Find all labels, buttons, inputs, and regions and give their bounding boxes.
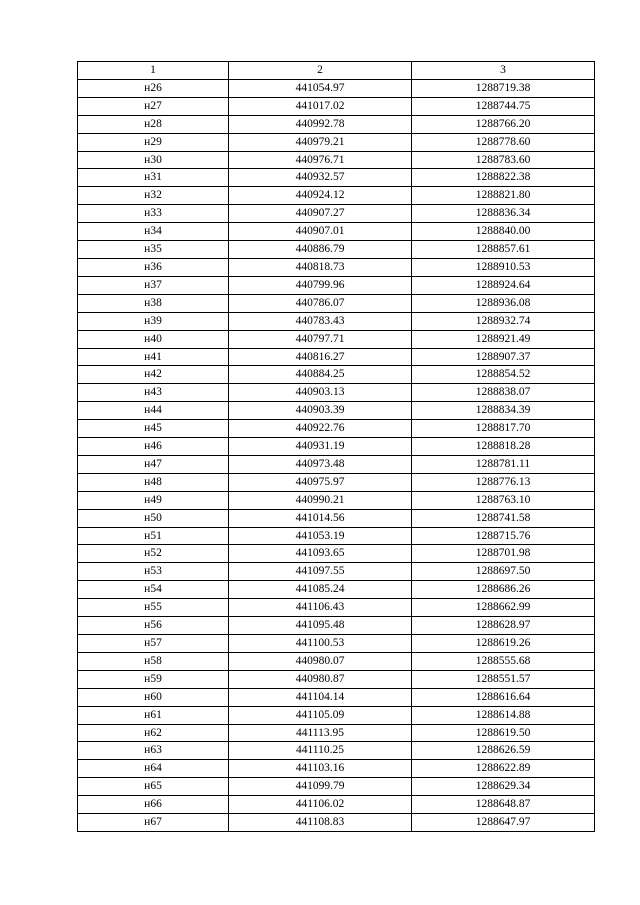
y-coordinate-cell: 1288555.68 (412, 652, 595, 670)
table-row (78, 294, 595, 312)
point-label-cell: н62 (78, 724, 229, 742)
point-label-cell: н41 (78, 348, 229, 366)
y-coordinate-cell: 1288616.64 (412, 688, 595, 706)
x-coordinate-cell: 440799.96 (229, 276, 412, 294)
y-coordinate-cell: 1288781.11 (412, 455, 595, 473)
y-coordinate-cell: 1288766.20 (412, 115, 595, 133)
y-coordinate-cell: 1288629.34 (412, 778, 595, 796)
table-row (78, 241, 595, 259)
point-label-cell: н32 (78, 187, 229, 205)
point-label-cell: н59 (78, 670, 229, 688)
y-coordinate-cell: 1288822.38 (412, 169, 595, 187)
x-coordinate-cell: 441085.24 (229, 581, 412, 599)
point-label-cell: н57 (78, 635, 229, 653)
table-row (78, 581, 595, 599)
point-label-cell: н49 (78, 491, 229, 509)
x-coordinate-cell: 440979.21 (229, 133, 412, 151)
point-label-cell: н66 (78, 796, 229, 814)
x-coordinate-cell: 441053.19 (229, 527, 412, 545)
table-row (78, 384, 595, 402)
point-label-cell: н51 (78, 527, 229, 545)
y-coordinate-cell: 1288741.58 (412, 509, 595, 527)
x-coordinate-cell: 440907.27 (229, 205, 412, 223)
y-coordinate-cell: 1288924.64 (412, 276, 595, 294)
y-coordinate-cell: 1288648.87 (412, 796, 595, 814)
y-coordinate-cell: 1288622.89 (412, 760, 595, 778)
point-label-cell: н27 (78, 97, 229, 115)
x-coordinate-cell: 440783.43 (229, 312, 412, 330)
y-coordinate-cell: 1288626.59 (412, 742, 595, 760)
y-coordinate-cell: 1288697.50 (412, 563, 595, 581)
point-label-cell: н61 (78, 706, 229, 724)
x-coordinate-cell: 440924.12 (229, 187, 412, 205)
table-row (78, 455, 595, 473)
table-row (78, 706, 595, 724)
x-coordinate-cell: 440973.48 (229, 455, 412, 473)
point-label-cell: н44 (78, 402, 229, 420)
table-row (78, 814, 595, 832)
y-coordinate-cell: 1288744.75 (412, 97, 595, 115)
x-coordinate-cell: 440975.97 (229, 473, 412, 491)
x-coordinate-cell: 441093.65 (229, 545, 412, 563)
y-coordinate-cell: 1288936.08 (412, 294, 595, 312)
x-coordinate-cell: 440786.07 (229, 294, 412, 312)
table-row (78, 599, 595, 617)
y-coordinate-cell: 1288647.97 (412, 814, 595, 832)
x-coordinate-cell: 441113.95 (229, 724, 412, 742)
y-coordinate-cell: 1288838.07 (412, 384, 595, 402)
y-coordinate-cell: 1288551.57 (412, 670, 595, 688)
point-label-cell: н64 (78, 760, 229, 778)
table-row (78, 276, 595, 294)
point-label-cell: н67 (78, 814, 229, 832)
x-coordinate-cell: 440816.27 (229, 348, 412, 366)
point-label-cell: н55 (78, 599, 229, 617)
point-label-cell: н34 (78, 223, 229, 241)
table-row (78, 97, 595, 115)
y-coordinate-cell: 1288910.53 (412, 258, 595, 276)
x-coordinate-cell: 440980.87 (229, 670, 412, 688)
y-coordinate-cell: 1288921.49 (412, 330, 595, 348)
x-coordinate-cell: 440886.79 (229, 241, 412, 259)
x-coordinate-cell: 440980.07 (229, 652, 412, 670)
table-row (78, 169, 595, 187)
table-row (78, 688, 595, 706)
y-coordinate-cell: 1288821.80 (412, 187, 595, 205)
x-coordinate-cell: 440992.78 (229, 115, 412, 133)
table-row (78, 133, 595, 151)
table-row (78, 527, 595, 545)
point-label-cell: н50 (78, 509, 229, 527)
table-row (78, 473, 595, 491)
y-coordinate-cell: 1288686.26 (412, 581, 595, 599)
table-row (78, 420, 595, 438)
table-row (78, 330, 595, 348)
table-row (78, 402, 595, 420)
x-coordinate-cell: 441095.48 (229, 617, 412, 635)
table-row (78, 438, 595, 456)
table-row (78, 509, 595, 527)
y-coordinate-cell: 1288857.61 (412, 241, 595, 259)
point-label-cell: н28 (78, 115, 229, 133)
y-coordinate-cell: 1288854.52 (412, 366, 595, 384)
point-label-cell: н26 (78, 79, 229, 97)
y-coordinate-cell: 1288628.97 (412, 617, 595, 635)
point-label-cell: н31 (78, 169, 229, 187)
x-coordinate-cell: 441017.02 (229, 97, 412, 115)
x-coordinate-cell: 440903.39 (229, 402, 412, 420)
table-row (78, 563, 595, 581)
x-coordinate-cell: 441108.83 (229, 814, 412, 832)
table-row (78, 115, 595, 133)
x-coordinate-cell: 440932.57 (229, 169, 412, 187)
point-label-cell: н33 (78, 205, 229, 223)
x-coordinate-cell: 440976.71 (229, 151, 412, 169)
x-coordinate-cell: 440903.13 (229, 384, 412, 402)
y-coordinate-cell: 1288932.74 (412, 312, 595, 330)
point-label-cell: н46 (78, 438, 229, 456)
x-coordinate-cell: 441110.25 (229, 742, 412, 760)
point-label-cell: н35 (78, 241, 229, 259)
y-coordinate-cell: 1288840.00 (412, 223, 595, 241)
table-row (78, 491, 595, 509)
x-coordinate-cell: 440884.25 (229, 366, 412, 384)
point-label-cell: н60 (78, 688, 229, 706)
header-cell-point: 1 (78, 62, 229, 80)
header-row (78, 62, 595, 80)
y-coordinate-cell: 1288818.28 (412, 438, 595, 456)
table-row (78, 79, 595, 97)
point-label-cell: н54 (78, 581, 229, 599)
point-label-cell: н29 (78, 133, 229, 151)
x-coordinate-cell: 441099.79 (229, 778, 412, 796)
header-cell-y: 3 (412, 62, 595, 80)
point-label-cell: н48 (78, 473, 229, 491)
point-label-cell: н40 (78, 330, 229, 348)
y-coordinate-cell: 1288817.70 (412, 420, 595, 438)
y-coordinate-cell: 1288662.99 (412, 599, 595, 617)
y-coordinate-cell: 1288619.26 (412, 635, 595, 653)
table-row (78, 545, 595, 563)
y-coordinate-cell: 1288614.88 (412, 706, 595, 724)
y-coordinate-cell: 1288719.38 (412, 79, 595, 97)
table-body (78, 79, 595, 831)
table-row (78, 670, 595, 688)
x-coordinate-cell: 441103.16 (229, 760, 412, 778)
table-row (78, 258, 595, 276)
x-coordinate-cell: 441097.55 (229, 563, 412, 581)
table-row (78, 652, 595, 670)
table-row (78, 742, 595, 760)
point-label-cell: н36 (78, 258, 229, 276)
point-label-cell: н30 (78, 151, 229, 169)
coordinates-table (77, 61, 595, 832)
x-coordinate-cell: 441100.53 (229, 635, 412, 653)
y-coordinate-cell: 1288763.10 (412, 491, 595, 509)
point-label-cell: н63 (78, 742, 229, 760)
x-coordinate-cell: 441106.43 (229, 599, 412, 617)
point-label-cell: н53 (78, 563, 229, 581)
y-coordinate-cell: 1288783.60 (412, 151, 595, 169)
x-coordinate-cell: 441105.09 (229, 706, 412, 724)
x-coordinate-cell: 441054.97 (229, 79, 412, 97)
y-coordinate-cell: 1288701.98 (412, 545, 595, 563)
y-coordinate-cell: 1288834.39 (412, 402, 595, 420)
point-label-cell: н39 (78, 312, 229, 330)
x-coordinate-cell: 440990.21 (229, 491, 412, 509)
point-label-cell: н37 (78, 276, 229, 294)
y-coordinate-cell: 1288907.37 (412, 348, 595, 366)
point-label-cell: н38 (78, 294, 229, 312)
table-row (78, 366, 595, 384)
y-coordinate-cell: 1288836.34 (412, 205, 595, 223)
x-coordinate-cell: 441106.02 (229, 796, 412, 814)
point-label-cell: н45 (78, 420, 229, 438)
x-coordinate-cell: 441104.14 (229, 688, 412, 706)
x-coordinate-cell: 440797.71 (229, 330, 412, 348)
table-row (78, 223, 595, 241)
point-label-cell: н42 (78, 366, 229, 384)
table-row (78, 205, 595, 223)
y-coordinate-cell: 1288776.13 (412, 473, 595, 491)
point-label-cell: н43 (78, 384, 229, 402)
table-row (78, 760, 595, 778)
x-coordinate-cell: 440907.01 (229, 223, 412, 241)
point-label-cell: н47 (78, 455, 229, 473)
x-coordinate-cell: 440818.73 (229, 258, 412, 276)
table-row (78, 187, 595, 205)
x-coordinate-cell: 440931.19 (229, 438, 412, 456)
table-row (78, 348, 595, 366)
point-label-cell: н56 (78, 617, 229, 635)
table-row (78, 724, 595, 742)
table-row (78, 635, 595, 653)
header-cell-x: 2 (229, 62, 412, 80)
table-row (78, 617, 595, 635)
point-label-cell: н65 (78, 778, 229, 796)
point-label-cell: н52 (78, 545, 229, 563)
x-coordinate-cell: 441014.56 (229, 509, 412, 527)
x-coordinate-cell: 440922.76 (229, 420, 412, 438)
y-coordinate-cell: 1288715.76 (412, 527, 595, 545)
table-row (78, 796, 595, 814)
point-label-cell: н58 (78, 652, 229, 670)
y-coordinate-cell: 1288778.60 (412, 133, 595, 151)
table-row (78, 312, 595, 330)
table-row (78, 151, 595, 169)
y-coordinate-cell: 1288619.50 (412, 724, 595, 742)
table-row (78, 778, 595, 796)
